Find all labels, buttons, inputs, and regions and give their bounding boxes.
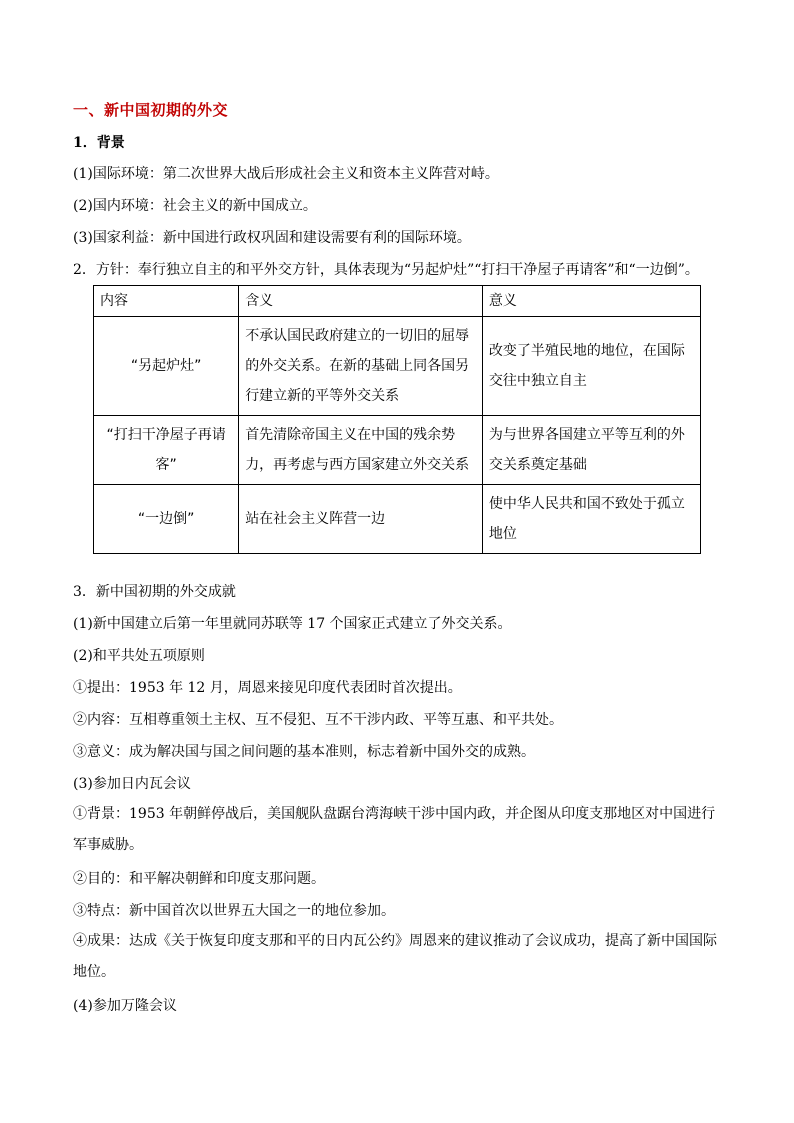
achievement-point: ④成果：达成《关于恢复印度支那和平的日内瓦公约》周恩来的建议推动了会议成功，提高了新中国国际地位。 bbox=[73, 933, 717, 980]
achievement-item: (1)新中国建立后第一年里就同苏联等 17 个国家正式建立了外交关系。 bbox=[73, 616, 512, 632]
achievement-point: ③意义：成为解决国与国之间问题的基本准则，标志着新中国外交的成熟。 bbox=[73, 744, 535, 760]
table-header-cell: 意义 bbox=[482, 286, 700, 317]
table-row bbox=[94, 416, 701, 485]
background-heading: 1．背景 bbox=[73, 135, 125, 151]
background-item: (1)国际环境：第二次世界大战后形成社会主义和资本主义阵营对峙。 bbox=[73, 166, 499, 182]
achievements-heading: 3．新中国初期的外交成就 bbox=[73, 584, 236, 600]
diplomacy-table bbox=[93, 285, 701, 554]
achievement-point: ②目的：和平解决朝鲜和印度支那问题。 bbox=[73, 871, 325, 887]
table-row bbox=[94, 317, 701, 416]
achievement-subheading: (2)和平共处五项原则 bbox=[73, 648, 205, 664]
table-cell-meaning: 首先清除帝国主义在中国的残余势力，再考虑与西方国家建立外交关系 bbox=[239, 416, 483, 485]
table-cell-content: “打扫干净屋子再请客” bbox=[94, 416, 239, 485]
table-header-cell: 含义 bbox=[239, 286, 483, 317]
achievement-subheading: (4)参加万隆会议 bbox=[73, 998, 177, 1014]
policy-text: 2．方针：奉行独立自主的和平外交方针，具体表现为“另起炉灶”“打扫干净屋子再请客”和“一边倒”。 bbox=[73, 262, 699, 278]
achievement-point: ③特点：新中国首次以世界五大国之一的地位参加。 bbox=[73, 903, 395, 919]
achievement-subheading: (3)参加日内瓦会议 bbox=[73, 776, 191, 792]
table-header-row bbox=[94, 286, 701, 317]
table-cell-meaning: 不承认国民政府建立的一切旧的屈辱的外交关系。在新的基础上同各国另行建立新的平等外交关系 bbox=[239, 317, 483, 416]
table-header-cell: 内容 bbox=[94, 286, 239, 317]
table-cell-content: “另起炉灶” bbox=[94, 317, 239, 416]
section-title: 一、新中国初期的外交 bbox=[73, 101, 229, 119]
table-row bbox=[94, 485, 701, 554]
table-cell-significance: 改变了半殖民地的地位，在国际交往中独立自主 bbox=[482, 317, 700, 416]
table-cell-content: “一边倒” bbox=[94, 485, 239, 554]
achievement-point: ①提出：1953 年 12 月，周恩来接见印度代表团时首次提出。 bbox=[73, 680, 462, 696]
achievement-point: ②内容：互相尊重领土主权、互不侵犯、互不干涉内政、平等互惠、和平共处。 bbox=[73, 712, 563, 728]
achievement-point: ①背景：1953 年朝鲜停战后，美国舰队盘踞台湾海峡干涉中国内政，并企图从印度支那地区对中国进行军事威胁。 bbox=[73, 806, 716, 853]
background-item: (3)国家利益：新中国进行政权巩固和建设需要有利的国际环境。 bbox=[73, 230, 471, 246]
table-cell-significance: 使中华人民共和国不致处于孤立地位 bbox=[482, 485, 700, 554]
table-cell-significance: 为与世界各国建立平等互利的外交关系奠定基础 bbox=[482, 416, 700, 485]
table-cell-meaning: 站在社会主义阵营一边 bbox=[239, 485, 483, 554]
background-item: (2)国内环境：社会主义的新中国成立。 bbox=[73, 198, 317, 214]
